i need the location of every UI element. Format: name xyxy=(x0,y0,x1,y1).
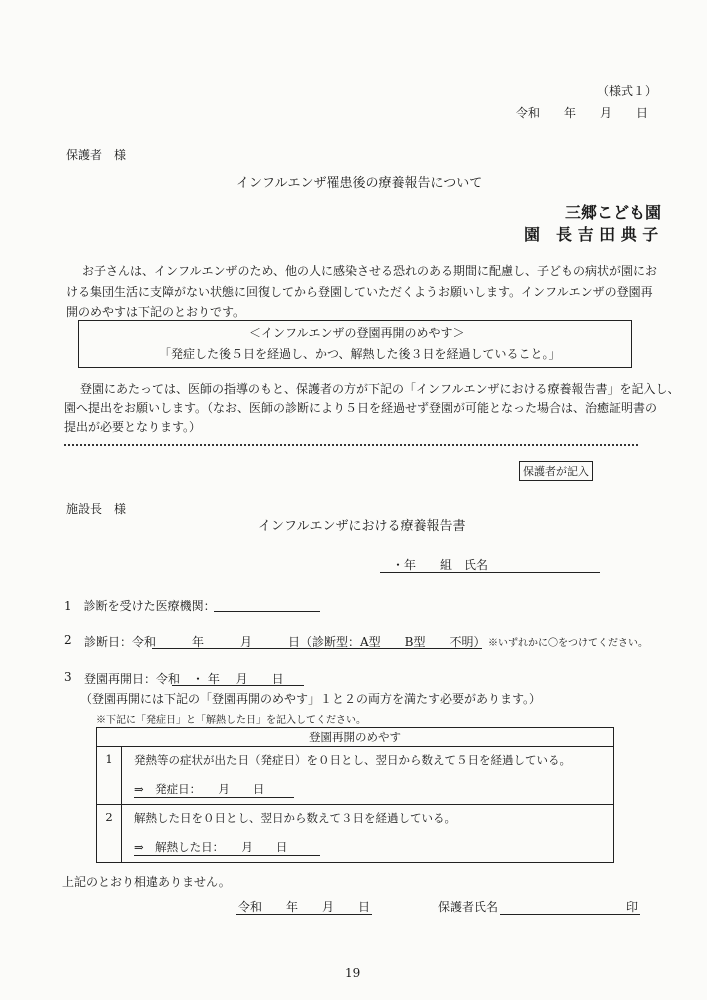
row-number: 1 xyxy=(97,747,122,805)
cut-line xyxy=(64,444,638,446)
guide-box-text: 「発症した後５日を経過し、かつ、解熱した後３日を経過していること。」 xyxy=(159,347,561,361)
confirmation-text: 上記のとおり相違ありません。 xyxy=(62,875,231,889)
item3-condition: （登園再開には下記の「登園再開のめやす」１と２の両方を満たす必要があります。） xyxy=(80,692,542,706)
instructions-line-2: 園へ提出をお願いします。（なお、医師の診断により５日を経過せず登園が可能となった場合は、治癒証明書の xyxy=(64,401,658,415)
item3-number: 3 xyxy=(64,670,72,684)
guide-box xyxy=(78,320,632,368)
criteria-text: 発熱等の症状が出た日（発症日）を０日とし、翌日から数えて５日を経過している。 xyxy=(134,753,571,767)
fever-end-date-field[interactable]: ⇒ 解熱した日： 月 日 xyxy=(134,839,320,856)
instructions-line-1: 登園にあたっては、医師の指導のもと、保護者の方が下記の「インフルエンザにおける療養報告書」を記入し、 xyxy=(80,382,680,396)
table-row xyxy=(97,747,614,805)
criteria-cell xyxy=(122,805,614,863)
form-number: （様式１） xyxy=(597,84,658,98)
item3-note: ※下記に「発症日」と「解熱した日」を記入してください。 xyxy=(96,715,366,726)
return-criteria-table xyxy=(96,727,614,863)
item2-number: 2 xyxy=(64,633,72,647)
diagnosis-date-field[interactable] xyxy=(152,648,482,649)
intro-line-2: ける集団生活に支障がない状態に回復してから登園していただくようお願いします。インフルエンザの登園再 xyxy=(66,285,653,299)
report-title: インフルエンザにおける療養報告書 xyxy=(258,519,466,534)
item3-return-date: 登園再開日：令和 ・ 年 月 日 xyxy=(84,672,284,686)
guardian-name-field[interactable] xyxy=(500,914,640,915)
seal-mark: 印 xyxy=(626,900,639,914)
return-date-field[interactable] xyxy=(172,685,304,686)
sign-date: 令和 年 月 日 xyxy=(238,900,371,914)
intro-line-3: 開のめやすは下記のとおりです。 xyxy=(66,305,246,319)
row-number: 2 xyxy=(97,805,122,863)
criteria-text: 解熱した日を０日とし、翌日から数えて３日を経過している。 xyxy=(134,811,456,825)
medical-institution-field[interactable] xyxy=(214,611,320,612)
table-row xyxy=(97,805,614,863)
return-criteria-header: 登園再開のめやす xyxy=(97,728,614,747)
guardian-name-label: 保護者氏名 xyxy=(438,900,499,914)
item2-note: ※いずれかに〇をつけてください。 xyxy=(488,638,648,649)
kindergarten-name: 三郷こども園 xyxy=(565,203,662,222)
sign-date-field[interactable] xyxy=(236,914,372,915)
page-number: 19 xyxy=(345,966,361,980)
director-name: 園 長 吉 田 典 子 xyxy=(524,225,659,244)
letter-addressee: 保護者 様 xyxy=(66,148,127,162)
guardian-fill-tag: 保護者が記入 xyxy=(519,461,593,481)
class-name-label: ・年 組 氏名 xyxy=(392,558,489,572)
instructions-line-3: 提出が必要となります。） xyxy=(64,420,202,434)
item1-medical-institution: 1 診断を受けた医療機関： xyxy=(64,599,216,613)
guide-box-title: ＜インフルエンザの登園再開のめやす＞ xyxy=(249,326,465,340)
item2-diagnosis-date: 診断日：令和 年 月 日（診断型：A型 B型 不明） xyxy=(84,635,486,649)
criteria-cell xyxy=(122,747,614,805)
onset-date-field[interactable]: ⇒ 発症日： 月 日 xyxy=(134,781,294,798)
report-addressee: 施設長 様 xyxy=(66,502,127,516)
intro-line-1: お子さんは、インフルエンザのため、他の人に感染させる恐れのある期間に配慮し、子どもの病状が園にお xyxy=(82,264,658,278)
header-date: 令和 年 月 日 xyxy=(516,106,649,120)
class-name-field[interactable] xyxy=(380,572,600,573)
letter-title: インフルエンザ罹患後の療養報告について xyxy=(236,176,483,191)
